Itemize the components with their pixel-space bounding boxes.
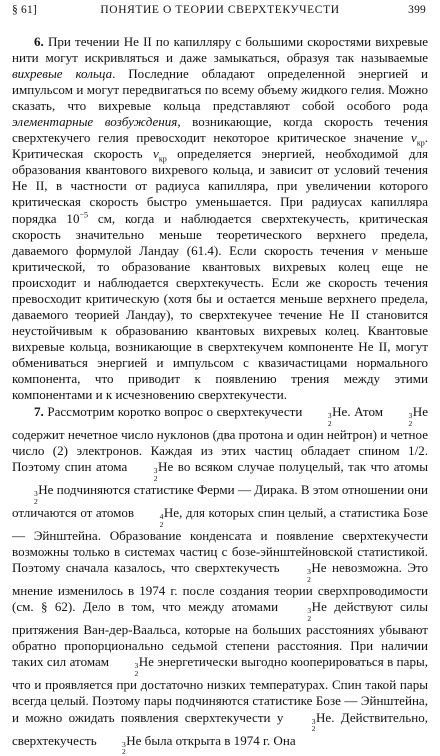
isotope-symbol [285,599,327,623]
italic-text: v [371,242,378,258]
text-run: меньше критической, то образование квантовых вихревых колец еще не происходит и наблюдается сверхтекучесть. Если же скорость течения превосходит критическую (хотя бы и остается меньше верхнего предела, даваемого теорией Ландау), то сверхтекучее течение He II становится неустойчивым к образованию квантовых вихревых колец. Квантовые вихревые кольца, возникающие в сверхтекучем компоненте He II, могут обмениваться энергией и импульсом с квазичастицами нормального компонента, что приводит к появлению трения между этими компонентами и к исчезновению сверхтекучести. [12,242,428,403]
isotope-symbol [100,732,142,756]
text-run: При течении He II по капилляру с большими скоростями вихревые нити могут искривляться и даже замыкаться, образуя так называемые [12,34,429,66]
text-run: энергетически выгодно кооперироваться в пары, что и проявляется при достаточно низких температурах. Спин такой пары всегда целый. Поэтому пары подчиняются статистике Бозе — Эйнштейна, и можно ожидать появления сверхтекучести у [12,654,428,725]
mass-number: 3 [134,661,139,671]
element-symbol: He [163,505,180,521]
isotope-index [290,718,316,733]
text-run: . Действительно, сверхтекучесть [12,709,428,748]
text-run: определяется энергией, необходимой для образования квантового вихревого кольца, и зависит от условий течения He II, в частности от радиуса капилляра, при увеличении которого критическая скорость быстро уменьшается. При радиусах капилляра порядка 10 [12,146,428,226]
element-symbol: He [315,709,332,725]
isotope-symbol [285,560,327,584]
subscript: кр [416,138,425,148]
mass-number: 3 [311,716,316,726]
text-run: . Критическая скорость [12,130,428,162]
mass-number: 3 [408,411,413,421]
text-run: действуют силы притяжения Ван-дер-Ваальса, которые на больших расстояниях убывают обратно пропорционально седьмой степени расстояния. При наличии таких сил атомам [12,599,428,670]
paragraph-7 [12,404,428,755]
element-symbol: He [126,732,142,748]
atomic-number: 2 [121,747,126,756]
element-symbol: He [38,482,54,498]
isotope-symbol [12,482,54,506]
isotope-symbol [387,404,428,428]
isotope-index [285,568,311,583]
page-body [12,34,428,756]
mass-number: 4 [159,512,164,522]
atomic-number: 2 [311,724,316,733]
isotope-index [285,607,311,622]
atomic-number: 2 [134,668,139,678]
mass-number: 3 [121,739,126,749]
mass-number: 3 [153,466,158,476]
mass-number: 3 [307,567,311,577]
text-run: . Последние обладают определенной энергией и импульсом и могут передвигаться по всему объему жидкого гелия. Можно сказать, что вихревые кольца представляют собой особого рода [12,66,428,114]
element-symbol: He [311,560,327,576]
italic-text: вихревые кольца [12,66,113,82]
text-run: невозможна. Это мнение изменилось в 1974 г. после создания теории сверхпроводимости (см. § 62). Дело в том, что между атомами [12,560,429,615]
element-symbol: He [158,459,174,475]
italic-text: v [411,130,417,146]
mass-number: 3 [327,411,332,421]
text-run: во всяком случае полуцелый, так что атомы [173,459,429,475]
superscript: −5 [79,210,88,220]
isotope-symbol [138,505,180,529]
isotope-symbol [132,459,174,483]
italic-text: элементарные возбуждения [12,114,178,130]
paragraph-6 [12,34,428,403]
element-symbol: He [412,404,428,420]
atomic-number: 2 [153,473,158,483]
mass-number: 3 [34,489,38,499]
page-number: 399 [408,4,426,16]
running-header [12,4,428,22]
section-marker: § 61] [12,4,37,16]
paragraph-text [12,404,429,756]
italic-text: v [153,146,159,162]
text-run: содержит нечетное число нуклонов (два протона и один нейтрон) и четное число (2) электронов. Каждая из этих частиц обладает спином 1/2. Поэтому спин атома [12,427,428,475]
isotope-symbol [290,709,332,733]
text-run: подчиняются статистике Ферми — Дирака. В этом отношении они отличаются от атомов [12,482,428,521]
element-symbol: He [138,654,154,670]
text-run: , возникающие, когда скорость течения сверхтекучего гелия превосходит некоторое критическое значение [12,114,428,146]
atomic-number: 2 [327,418,332,428]
isotope-index [306,412,332,427]
atomic-number: 2 [307,613,312,623]
atomic-number: 2 [307,574,311,584]
atomic-number: 2 [34,496,38,506]
subscript: кр [158,154,167,164]
atomic-number: 2 [408,418,413,428]
paragraph-number: 6. [34,34,44,49]
running-title: ПОНЯТИЕ О ТЕОРИИ СВЕРХТЕКУЧЕСТИ [100,4,340,16]
paragraph-text [12,34,428,402]
isotope-index [100,741,126,756]
text-run: была открыта в 1974 г. Она [141,732,296,748]
paragraph-number: 7. [34,404,44,420]
element-symbol: He [311,599,327,615]
mass-number: 3 [307,606,312,616]
isotope-index [12,490,38,505]
text-run: . Атом [347,404,387,420]
text-run: см, когда и наблюдается сверхтекучесть, критическая скорость значительно меньше теоретического верхнего предела, даваемого формулой Ландау (61.4). Если скорость течения [12,210,428,258]
isotope-symbol [306,404,348,428]
isotope-index [387,412,413,427]
isotope-index [138,513,164,528]
atomic-number: 2 [159,519,164,529]
isotope-symbol [112,654,154,678]
element-symbol: He [332,404,348,420]
isotope-index [112,662,138,677]
text-run: , для которых спин целый, а статистика Бозе — Эйнштейна. Образование конденсата и появление сверхтекучести возможны только в системах частиц с бозе-эйнштейновской статистикой. Поэтому сначала казалось, что сверхтекучесть [12,505,428,576]
text-run: Рассмотрим коротко вопрос о сверхтекучести [47,404,306,420]
isotope-index [132,467,158,482]
